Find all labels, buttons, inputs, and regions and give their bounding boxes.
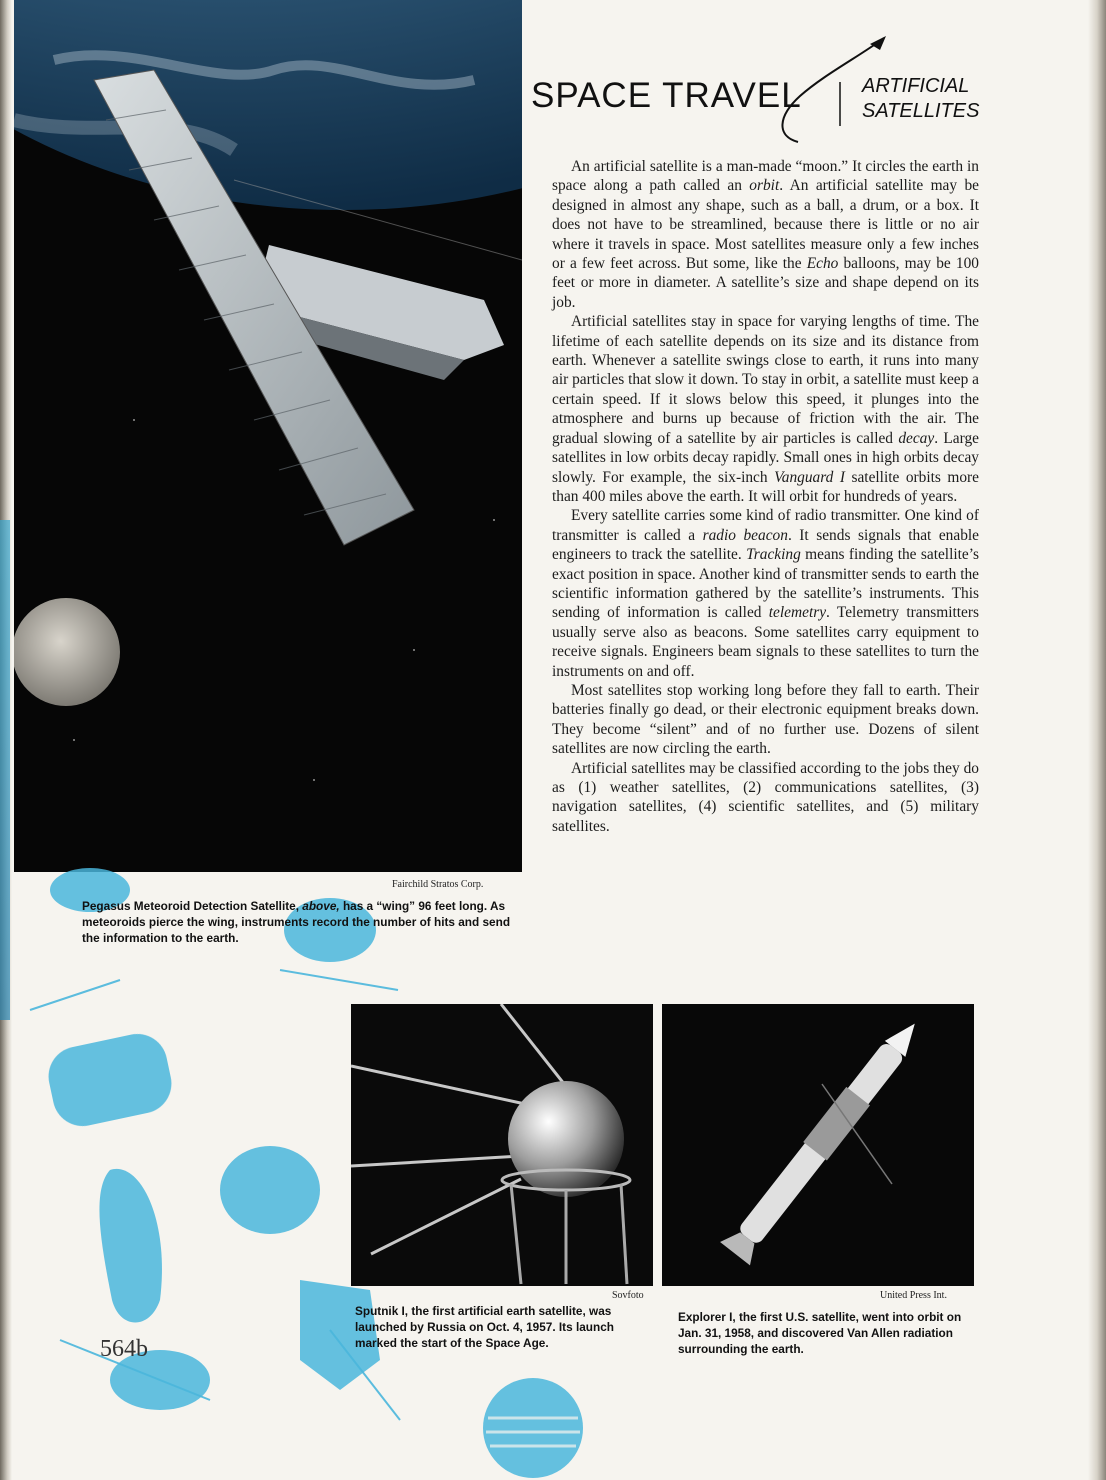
explorer-caption-body: the first U.S. satellite, went into orbit on Jan. 31, 1958, and discovered Van Allen radiation surrounding the earth. (678, 1310, 962, 1356)
article-body (552, 157, 979, 836)
paragraph-3: Every satellite carries some kind of radio transmitter. One kind of transmitter is called a radio beacon. It sends signals that enable engineers to track the satellite. Tracking means finding the satellite’s exact position in space. Another kind of transmitter sends to earth the scientific information gathered by the satellite’s instruments. This sending of information is called telemetry. Telemetry transmitters usually serve also as beacons. Some satellites carry equipment to receive signals. Engineers beam signals to these satellites to turn the instruments on and off. (552, 507, 980, 680)
hero-caption-title: Pegasus Meteoroid Detection Satellite, (82, 899, 299, 913)
sputnik-credit: Sovfoto (612, 1290, 644, 1301)
sphere-satellite-icon (478, 1368, 588, 1480)
page-title: SPACE TRAVEL (531, 76, 802, 115)
page-edge-right (1088, 0, 1106, 1480)
page-number: 564b (100, 1336, 148, 1362)
explorer-credit: United Press Int. (880, 1290, 947, 1301)
paragraph-1: An artificial satellite is a man-made “moon.” It circles the earth in space along a path called an orbit. An artificial satellite may be designed in almost any shape, such as a ball, a drum, or a box. It does not have to be streamlined, because there is little or no air where it travels in space. Most satellites measure only a few inches or a few feet across. But some, like the Echo balloons, may be 100 feet or more in diameter. A satellite’s size and shape depend on its job. (552, 158, 979, 311)
page-subtitle (862, 74, 1012, 124)
explorer-caption (678, 1309, 974, 1357)
explorer-caption-title: Explorer I, (678, 1310, 736, 1324)
hero-credit: Fairchild Stratos Corp. (392, 879, 484, 890)
subtitle-line-2: SATELLITES (862, 100, 980, 122)
hero-caption-above: above, (302, 899, 340, 913)
sputnik-caption-title: Sputnik I, (355, 1304, 409, 1318)
sputnik-photo (351, 1004, 653, 1286)
sputnik-caption-body: the first artificial earth satellite, was launched by Russia on Oct. 4, 1957. Its launch marked the start of the Space Age. (355, 1304, 614, 1350)
hero-caption-body: has a “wing” 96 feet long. As meteoroids pierce the wing, instruments record the number of hits and send the information to the earth. (82, 899, 511, 945)
paragraph-4: Most satellites stop working long before they fall to earth. Their batteries finally go dead, or their electronic equipment breaks down. They become “silent” and of no further use. Dozens of silent satellites are now circling the earth. (552, 681, 979, 758)
subtitle-line-1: ARTIFICIAL (862, 75, 970, 97)
paragraph-2: Artificial satellites stay in space for varying lengths of time. The lifetime of each satellite depends on its size and its distance from earth. Whenever a satellite swings close to earth, it runs into many air particles that slow it down. To stay in orbit, a satellite must keep a certain speed. If it slows below this speed, it plunges into the atmosphere and burns up because of friction with the air. The gradual slowing of a satellite by air particles is called decay. Large satellites in low orbits decay rapidly. Small ones in high orbits decay slowly. For example, the six-inch Vanguard I satellite orbits more than 400 miles above the earth. It will orbit for hundreds of years. (552, 313, 979, 505)
hero-caption (82, 898, 522, 946)
explorer-photo (662, 1004, 974, 1286)
paragraph-5: Artificial satellites may be classified according to the jobs they do as (1) weather satellites, (2) communications satellites, (3) navigation satellites, (4) scientific satellites, and (5) military satellites. (552, 759, 979, 835)
sputnik-caption (355, 1303, 655, 1351)
pegasus-satellite-image (14, 0, 522, 872)
